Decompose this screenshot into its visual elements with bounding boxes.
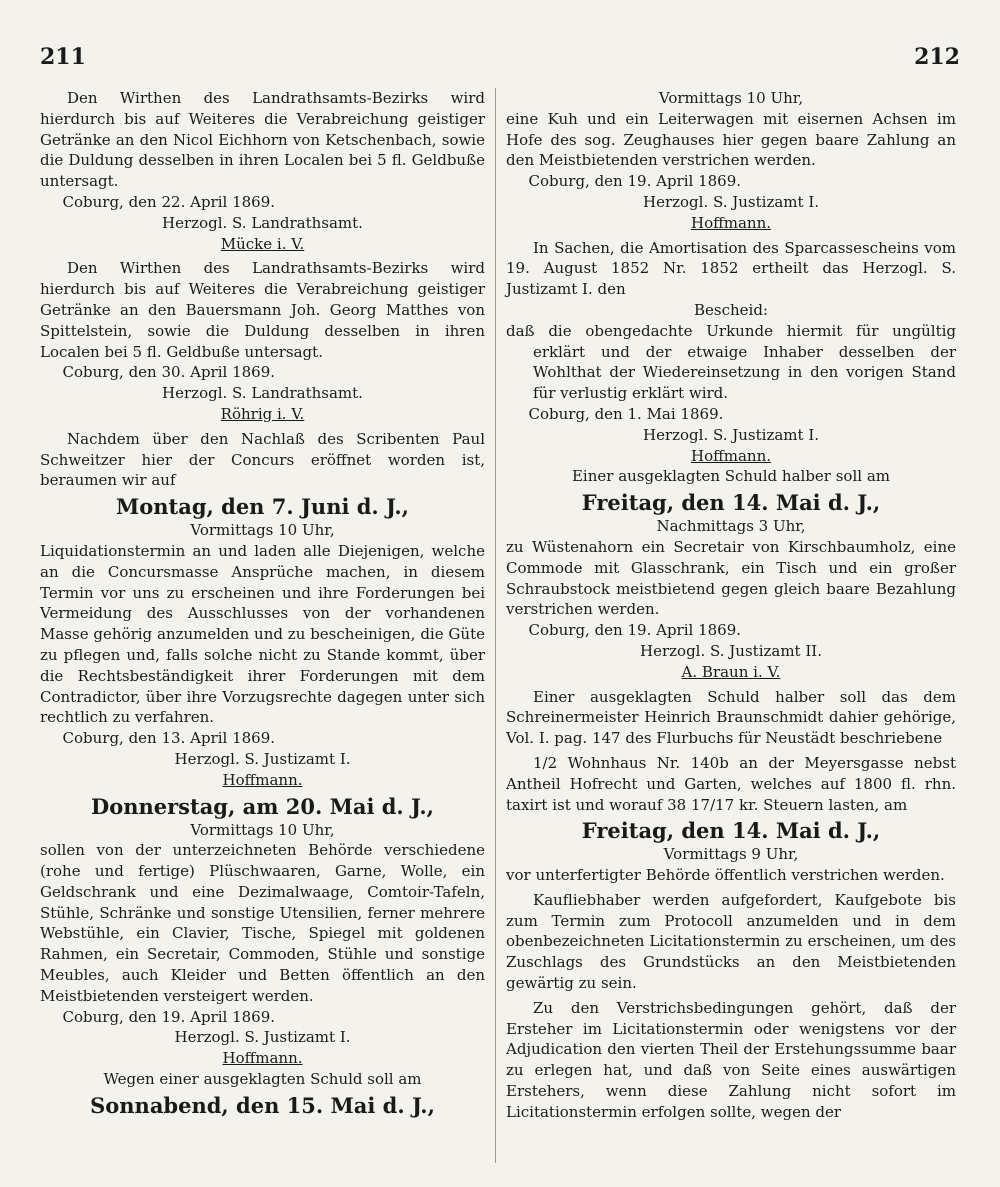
notice-paragraph-r6: In Sachen, die Amortisation des Sparcassescheins vom 19. August 1852 Nr. 1852 ertheilt das Herzogl. S. Justizamt I. den xyxy=(506,238,956,299)
place-date-line-r3: Coburg, den 19. April 1869. xyxy=(528,172,742,191)
centered-line-r12: Einer ausgeklagten Schuld halber soll am xyxy=(571,467,890,486)
column-divider xyxy=(495,88,496,1163)
place-date-line-l13: Coburg, den 13. April 1869. xyxy=(62,729,276,748)
signature-line-l20: Herzogl. S. Justizamt I. xyxy=(174,1028,351,1047)
signature-name-r18: A. Braun i. V. xyxy=(681,662,781,681)
auction-date-heading-r21: Freitag, den 14. Mai d. J., xyxy=(581,818,881,844)
notice-paragraph-l1: Den Wirthen des Landrathsamts-Bezirks wird hierdurch bis auf Weiteres die Verabreichung geistiger Getränke an den Nicol Eichhorn von Ketschenbach, sowie die Duldung desselben in ihren Localen bei 5 fl. Geldbuße untersagt. xyxy=(40,89,485,191)
centered-line-l17: Vormittags 10 Uhr, xyxy=(190,820,335,839)
notice-paragraph-r15: zu Wüstenahorn ein Secretair von Kirschbaumholz, eine Commode mit Glasschrank, ein Tisch und ein großer Schraubstock meistbietend gegen gleich baare Bezahlung verstrichen werden. xyxy=(506,537,956,619)
notice-paragraph-r2: eine Kuh und ein Leiterwagen mit eisernen Achsen im Hofe des sog. Zeughauses hier gegen baare Zahlung an den Meistbietenden verstrichen werden. xyxy=(506,109,956,170)
auction-date-heading-l23: Sonnabend, den 15. Mai d. J., xyxy=(90,1092,435,1118)
place-date-line-l6: Coburg, den 30. April 1869. xyxy=(62,363,276,382)
place-date-line-r16: Coburg, den 19. April 1869. xyxy=(528,621,742,640)
auction-date-heading-r13: Freitag, den 14. Mai d. J., xyxy=(581,490,881,516)
notice-paragraph-r25: Zu den Verstrichsbedingungen gehört, daß der Ersteher im Licitationstermin oder wenigstens vor der Adjudication den vierten Theil der Erstehungssumme baar zu erlegen hat, und daß von Seite eines auswärtigen Erstehers, wenn diese Zahlung nicht sofort im Licitationstermin erfolgen sollte, wegen der xyxy=(506,998,956,1121)
signature-line-l7: Herzogl. S. Landrathsamt. xyxy=(162,384,363,403)
centered-line-r22: Vormittags 9 Uhr, xyxy=(663,845,799,864)
signature-name-r11: Hoffmann. xyxy=(690,446,772,465)
centered-line-l22: Wegen einer ausgeklagten Schuld soll am xyxy=(103,1070,422,1089)
notice-paragraph-l18: sollen von der unterzeichneten Behörde verschiedene (rohe und fertige) Plüschwaaren, Garne, Wolle, ein Geldschrank und eine Dezimalwaage, Comtoir-Tafeln, Stühle, Schränke und sonstige Utensilien, ferner mehrere Webstühle, ein Clavier, Tische, Spiegel mit goldenen Rahmen, ein Secretair, Commoden, Stühle und sonstige Meubles, auch Kleider und Betten öffentlich an den Meistbietenden versteigert werden. xyxy=(40,841,485,1005)
signature-line-r10: Herzogl. S. Justizamt I. xyxy=(642,425,820,444)
notice-paragraph-l9: Nachdem über den Nachlaß des Scribenten Paul Schweitzer hier der Concurs eröffnet worden ist, beraumen wir auf xyxy=(40,429,485,490)
page-number-right: 212 xyxy=(914,44,960,70)
signature-name-l21: Hoffmann. xyxy=(222,1049,303,1068)
centered-line-r7: Bescheid: xyxy=(694,300,768,319)
signature-name-l15: Hoffmann. xyxy=(222,770,303,789)
place-date-line-l19: Coburg, den 19. April 1869. xyxy=(62,1007,276,1026)
place-date-line-r9: Coburg, den 1. Mai 1869. xyxy=(528,404,724,423)
centered-line-r1: Vormittags 10 Uhr, xyxy=(658,89,804,107)
notice-paragraph-r24: Kaufliebhaber werden aufgefordert, Kaufgebote bis zum Termin zum Protocoll anzumelden und in dem obenbezeichneten Licitationstermin zu erscheinen, um des Zuschlags des Grundstücks an den Meistbietenden gewärtig zu sein. xyxy=(506,890,956,993)
notice-paragraph-l12: Liquidationstermin an und laden alle Diejenigen, welche an die Concursmasse Ansprüche machen, in diesem Termin vor uns zu erscheinen und ihre Forderungen bei Vermeidung des Ausschlusses von der vorhandenen Masse gehörig anzumelden und zu bescheinigen, die Güte zu pflegen und, falls solche nicht zu Stande kommt, über die Rechtsbeständigkeit ihrer Forderungen mit dem Contradictor, über ihre Vorzugsrechte dagegen unter sich rechtlich zu verfahren. xyxy=(40,541,485,727)
left-column xyxy=(40,88,485,1119)
notice-paragraph-r8: daß die obengedachte Urkunde hiermit für ungültig erklärt und der etwaige Inhaber desselben der Wohlthat der Wiedereinsetzung in den vorigen Stand für verlustig erklärt wird. xyxy=(506,321,956,403)
signature-line-r17: Herzogl. S. Justizamt II. xyxy=(640,641,822,660)
place-date-line-l2: Coburg, den 22. April 1869. xyxy=(62,192,276,211)
auction-date-heading-l16: Donnerstag, am 20. Mai d. J., xyxy=(91,793,434,819)
centered-line-r14: Nachmittags 3 Uhr, xyxy=(656,517,806,536)
page-number-left: 211 xyxy=(40,44,86,70)
notice-paragraph-r19: Einer ausgeklagten Schuld halber soll das dem Schreinermeister Heinrich Braunschmidt dahier gehörige, Vol. I. pag. 147 des Flurbuchs für Neustädt beschriebene xyxy=(506,687,956,748)
signature-line-l14: Herzogl. S. Justizamt I. xyxy=(174,749,351,768)
signature-name-r5: Hoffmann. xyxy=(690,213,772,232)
right-column xyxy=(506,88,956,1123)
signature-line-l3: Herzogl. S. Landrathsamt. xyxy=(162,213,363,232)
notice-paragraph-l5: Den Wirthen des Landrathsamts-Bezirks wird hierdurch bis auf Weiteres die Verabreichung geistiger Getränke an den Bauersmann Joh. Georg Matthes von Spittelstein, sowie die Duldung desselben in ihren Localen bei 5 fl. Geldbuße untersagt. xyxy=(40,259,485,361)
notice-paragraph-r23: vor unterfertigter Behörde öffentlich verstrichen werden. xyxy=(506,866,945,885)
auction-date-heading-l10: Montag, den 7. Juni d. J., xyxy=(116,494,409,520)
signature-line-r4: Herzogl. S. Justizamt I. xyxy=(642,192,820,211)
centered-line-l11: Vormittags 10 Uhr, xyxy=(190,521,335,540)
signature-name-l8: Röhrig i. V. xyxy=(220,404,305,423)
notice-paragraph-r20: 1/2 Wohnhaus Nr. 140b an der Meyersgasse nebst Antheil Hofrecht und Garten, welches auf 1800 fl. rhn. taxirt ist und worauf 38 17/17 kr. Steuern lasten, am xyxy=(506,753,956,814)
signature-name-l4: Mücke i. V. xyxy=(220,234,305,253)
